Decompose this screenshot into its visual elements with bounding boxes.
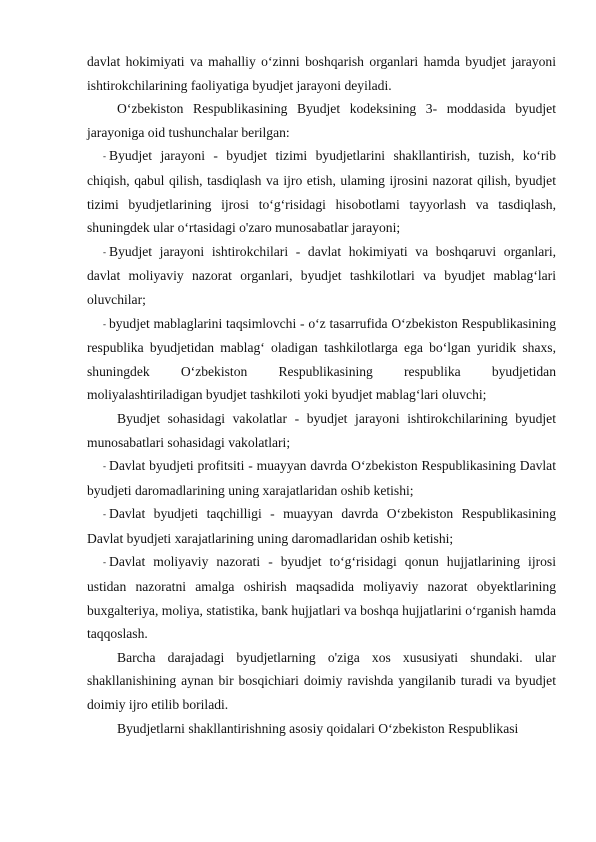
list-dash: -: [103, 557, 106, 568]
document-page: [87, 50, 556, 740]
definition-budget-process: [87, 144, 556, 239]
paragraph-budget-features: [87, 646, 556, 717]
list-dash: -: [103, 318, 106, 329]
list-dash: -: [103, 509, 106, 520]
definition-budget-participants: [87, 240, 556, 312]
paragraph-budget-rules: [87, 717, 556, 741]
definition-fund-distributor: [87, 312, 556, 407]
paragraph-text: Davlat byudjeti profitsiti - muayyan davrda O‘zbekiston Respublikasining Davlat byudjeti daromadlarining uning xarajatlaridan oshib ketishi;: [87, 458, 556, 498]
definition-budget-surplus: [87, 454, 556, 502]
definition-financial-control: [87, 550, 556, 645]
definition-budget-deficit: [87, 502, 556, 550]
list-dash: -: [103, 246, 106, 257]
paragraph-text: Davlat moliyaviy nazorati - byudjet to‘g‘risidagi qonun hujjatlarining ijrosi ustidan nazoratni amalga oshirish maqsadida moliyaviy nazorat obyektlarining buxgalteriya, moliya, statistika, bank hujjatlari va boshqa hujjatlarini o‘rganish hamda taqqoslash.: [87, 554, 556, 642]
definition-budget-powers: [87, 407, 556, 454]
paragraph-text: Byudjet jarayoni - byudjet tizimi byudjetlarini shakllantirish, tuzish, ko‘rib chiqish, qabul qilish, tasdiqlash va ijro etish, ulaming ijrosini nazorat qilish, byudjet tizimi byudjetlarining ijrosi to‘g‘risidagi hisobotlami tayyorlash va tasdiqlash, shuningdek ular o‘rtasidagi o'zaro munosabatlar jarayoni;: [87, 148, 556, 236]
paragraph-intro-continuation: [87, 50, 556, 97]
list-dash: -: [103, 151, 106, 162]
paragraph-text: Byudjetlarni shakllantirishning asosiy qoidalari O‘zbekiston Respublikasi: [117, 720, 519, 736]
paragraph-text: O‘zbekiston Respublikasining Byudjet kodeksining 3- moddasida byudjet jarayoniga oid tushunchalar berilgan:: [87, 101, 556, 140]
list-dash: -: [103, 461, 106, 472]
paragraph-text: davlat hokimiyati va mahalliy o‘zinni boshqarish organlari hamda byudjet jarayoni ishtirokchilarining faoliyatiga byudjet jarayoni deyiladi.: [87, 54, 556, 93]
paragraph-text: Davlat byudjeti taqchilligi - muayyan davrda O‘zbekiston Respublikasining Davlat byudjeti xarajatlarining uning daromadlaridan oshib ketishi;: [87, 506, 556, 546]
paragraph-text: Byudjet sohasidagi vakolatlar - byudjet jarayoni ishtirokchilarining byudjet munosabatlari sohasidagi vakolatlari;: [87, 410, 556, 450]
paragraph-text: Byudjet jarayoni ishtirokchilari - davlat hokimiyati va boshqaruvi organlari, davlat moliyaviy nazorat organlari, byudjet tashkilotlari va byudjet mablag‘lari oluvchilar;: [87, 243, 556, 307]
paragraph-text: Barcha darajadagi byudjetlarning o'ziga xos xususiyati shundaki. ular shakllanishining aynan bir bosqichiari doimiy ravishda yangilanib turadi va byudjet doimiy ijro etilib boriladi.: [87, 649, 556, 713]
paragraph-budget-code-article: [87, 97, 556, 144]
paragraph-text: byudjet mablaglarini taqsimlovchi - o‘z tasarrufida O‘zbekiston Respublikasining respublika byudjetidan mablag‘ oladigan tashkilotlarga ega bo‘lgan yuridik shaxs, shuningdek O‘zbekiston Respublikasining respublika byudjetidan moliyalashtiriladigan byudjet tashkiloti yoki byudjet mablag‘lari oluvchi;: [87, 315, 556, 403]
